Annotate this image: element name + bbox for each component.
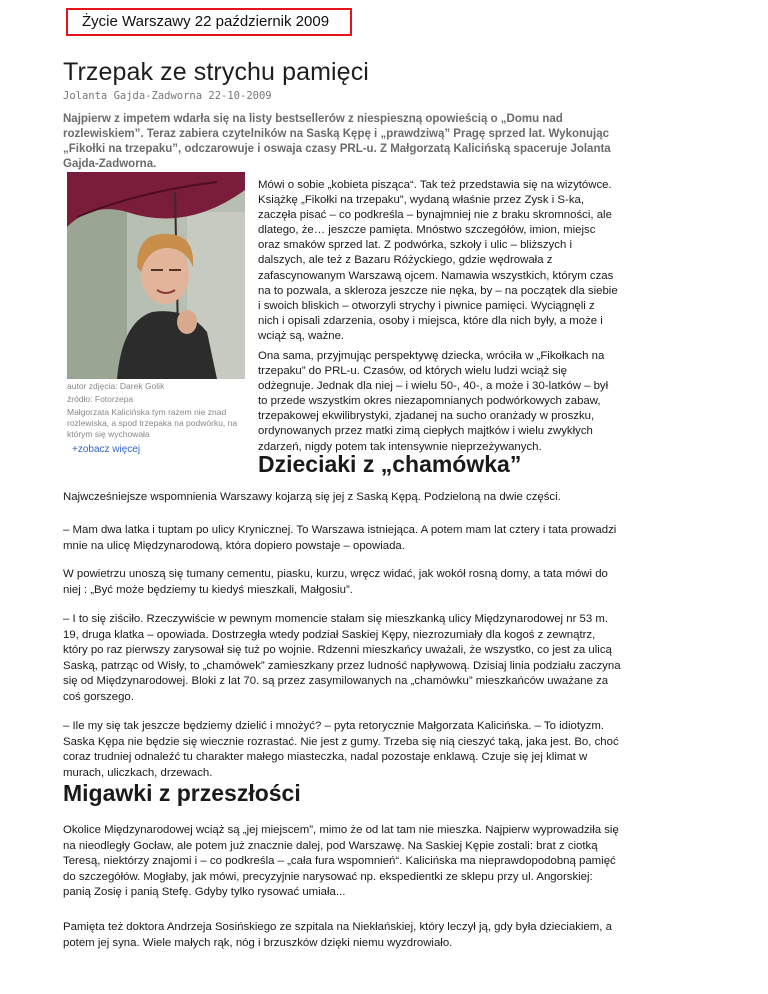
intro-paragraph-2: Ona sama, przyjmując perspektywę dziecka, wróciła w „Fikołkach na trzepaku” do PRL-u. Czasów, od których wielu ludzi wciąż się odżegnuje. Jednak dla niej – i wielu 50-, 40-, a może i 30-latków – był to przede wszystkim okres niezapomnianych podwórkowych zabaw, trzepakowej ekwilibrystyki, zjadanej na sucho oranżady w proszku, ordynowanych przez matki zimą ciepłych majtków i wielu zwykłych zdarzeń, nigdy potem tak intensywnie nieprzeżywanych. [258,350,609,453]
section2-paragraph-2: Pamięta też doktora Andrzeja Sosińskiego ze szpitala na Niekłańskiej, który leczył ją, gdy była dzieciakiem, a potem jej syna. Wiele małych rąk, nóg i brzuszków dzięki niemu wyzdrowiało. [63,921,612,949]
section1-paragraph-4: – I to się ziściło. Rzeczywiście w pewnym momencie stałam się mieszkanką ulicy Międzynarodowej nr 53 m. 19, druga klatka – opowiada. Dostrzegła wtedy podział Saskiej Kępy, niezrozumiały dla kogoś z zewnątrz, który po raz pierwszy zarysował się tuż po wojnie. Rdzenni mieszkańcy uważali, że wszystko, co jest za ulicą Saską, patrząc od Wisły, to „chamówek” zamieszkany przez ludność napływową. Dzisiaj linia podziału zaczyna się od Międzynarodowej. Bloki z lat 70. są przez zasymilowanych na „chamówku” mieszkańców uważane za coś gorszego. [63,613,621,703]
section-heading-dzieciaki: Dzieciaki z „chamówka” [258,451,522,477]
section-heading-migawki: Migawki z przeszłości [63,780,301,806]
see-more-link[interactable]: +zobacz więcej [72,444,141,455]
section1-paragraph-2: – Mam dwa latka i tuptam po ulicy Krynicznej. To Warszawa istniejąca. A potem mam lat cztery i tata prowadzi mnie na ulicę Międzynarodową, która dopiero powstaje – opowiada. [63,524,617,552]
article-title: Trzepak ze strychu pamięci [63,58,369,86]
photo-caption [67,381,247,442]
photo-description: Małgorzata Kalicińska tym razem nie znad rozlewiska, a spod trzepaka na podwórku, na którym się wychowała [67,407,238,439]
article-byline: Jolanta Gajda-Zadworna 22-10-2009 [63,90,272,102]
photo-illustration [67,172,245,379]
section2-paragraph-1: Okolice Międzynarodowej wciąż są „jej miejscem”, mimo że od lat tam nie mieszka. Najpierw wyprowadziła się na nieodległy Gocław, ale potem już znacznie dalej, pod Warszawę. Na Saskiej Kępie zostali: brat z ciotką Teresą, niektórzy znajomi i – co podkreśla – „cała fura wspomnień“. Kalicińska ma nieprawdopodobną pamięć do szczegółów. Mogłaby, jak mówi, precyzyjnie narysować np. ekspedientki ze sklepu przy ul. Angorskiej: panią Zosię i panią Stefę. Gdyby tylko rysować umiała... [63,824,619,899]
newspaper-source-label: Życie Warszawy 22 październik 2009 [66,8,352,36]
article-photo[interactable] [67,172,245,379]
article-lead: Najpierw z impetem wdarła się na listy bestsellerów z niespieszną opowieścią o „Domu nad rozlewiskiem”. Teraz zabiera czytelników na Saską Kępę i „prawdziwą” Pragę sprzed lat. Wykonując „Fikołki na trzepaku”, odczarowuje i oswaja czasy PRL-u. Z Małgorzatą Kalicińską spaceruje Jolanta Gajda-Zadworna. [63,113,611,170]
photo-author: autor zdjęcia: Darek Golik [67,381,165,391]
section1-paragraph-5: – Ile my się tak jeszcze będziemy dzielić i mnożyć? – pyta retorycznie Małgorzata Kalicińska. – To idiotyzm. Saska Kępa nie będzie się wiecznie rozrastać. Nie jest z gumy. Trzeba się nią cieszyć taką, jaka jest. Bo, choć coraz trudniej odnaleźć tu charakter małego miasteczka, nadal pozostaje enklawą. Czuje się jej klimat w murach, uliczkach, drzewach. [63,720,619,779]
photo-source: źródło: Fotorzepa [67,394,134,404]
section1-paragraph-1: Najwcześniejsze wspomnienia Warszawy kojarzą się jej z Saską Kępą. Podzieloną na dwie części. [63,491,561,503]
intro-paragraph-1: Mówi o sobie „kobieta pisząca“. Tak też przedstawia się na wizytówce. Książkę „Fikołki na trzepaku”, wydaną właśnie przez Zysk i S-ka, zaczęła pisać – co podkreśla – bynajmniej nie z braku skromności, ale dlatego, że… jeszcze pamięta. Mnóstwo szczegółów, imion, miejsc oraz smaków sprzed lat. Z podwórka, szkoły i ulic – bliższych i dalszych, ale też z Bazaru Różyckiego, gdzie wędrowała z zafascynowanym Warszawą ojcem. Namawia wszystkich, którym czas na to pozwala, a skleroza jeszcze nie nęka, by – na początek dla siebie i swoich bliskich – otworzyli strychy i piwnice pamięci. Wyciągnęli z nich i opisali zdarzenia, osoby i miejsca, które dla nich były, a może i wciąż są, ważne. [258,179,618,342]
section1-paragraph-3: W powietrzu unoszą się tumany cementu, piasku, kurzu, wręcz widać, jak wokół rosną domy, a tata mówi do niej : „Być może będziemy tu kiedyś mieszkali, Małgosiu”. [63,568,608,596]
